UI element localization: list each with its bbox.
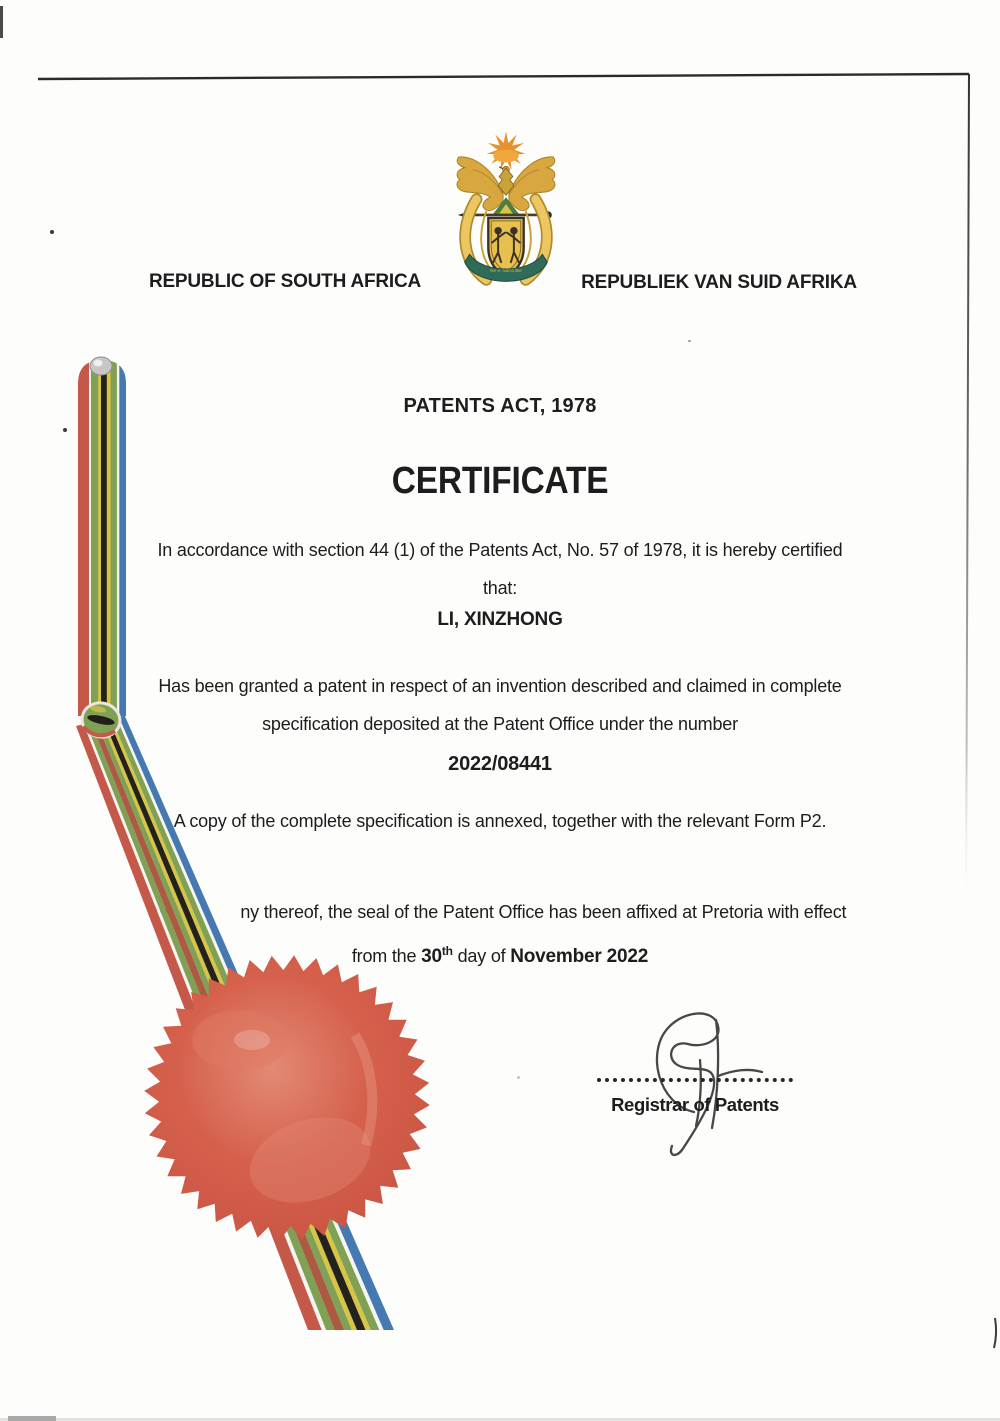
intro-line: In accordance with section 44 (1) of the Patents Act, No. 57 of 1978, it is hereby certified: [157, 540, 843, 560]
date-connector: day of: [457, 946, 506, 966]
grant-line-1: Has been granted a patent in respect of an invention described and claimed in complete: [158, 676, 842, 696]
seal-glint: [234, 1030, 270, 1050]
patent-number: 2022/08441: [448, 753, 552, 775]
scan-speck: [517, 1076, 520, 1079]
date-day: 30: [421, 946, 442, 967]
registrar-label: Registrar of Patents: [611, 1094, 779, 1115]
header-left-title: REPUBLIC OF SOUTH AFRICA: [148, 271, 422, 292]
scan-speck: [63, 428, 67, 432]
header-right-title: REPUBLIEK VAN SUID AFRIKA: [581, 272, 857, 293]
scanner-edge-mark: [8, 1416, 56, 1421]
date-value: November 2022: [510, 946, 649, 967]
annex-line: A copy of the complete specification is annexed, together with the relevant Form P2.: [173, 811, 827, 831]
scan-speck: [688, 340, 691, 342]
date-ordinal: th: [441, 944, 453, 958]
grant-line-2: specification deposited at the Patent Office under the number: [262, 714, 738, 734]
act-title: PATENTS ACT, 1978: [403, 395, 597, 417]
coat-motto: ǃke e: ǀxarra ǁke: [490, 267, 522, 273]
patentee-name: LI, XINZHONG: [437, 609, 563, 630]
testimony-rest: ny thereof, the seal of the Patent Office has been affixed at Pretoria with effect: [240, 902, 847, 922]
certificate-title-text: CERTIFICATE: [391, 460, 609, 502]
intro-that: that:: [482, 578, 518, 598]
scan-speck: [50, 230, 54, 234]
date-prefix: from the: [351, 946, 417, 966]
